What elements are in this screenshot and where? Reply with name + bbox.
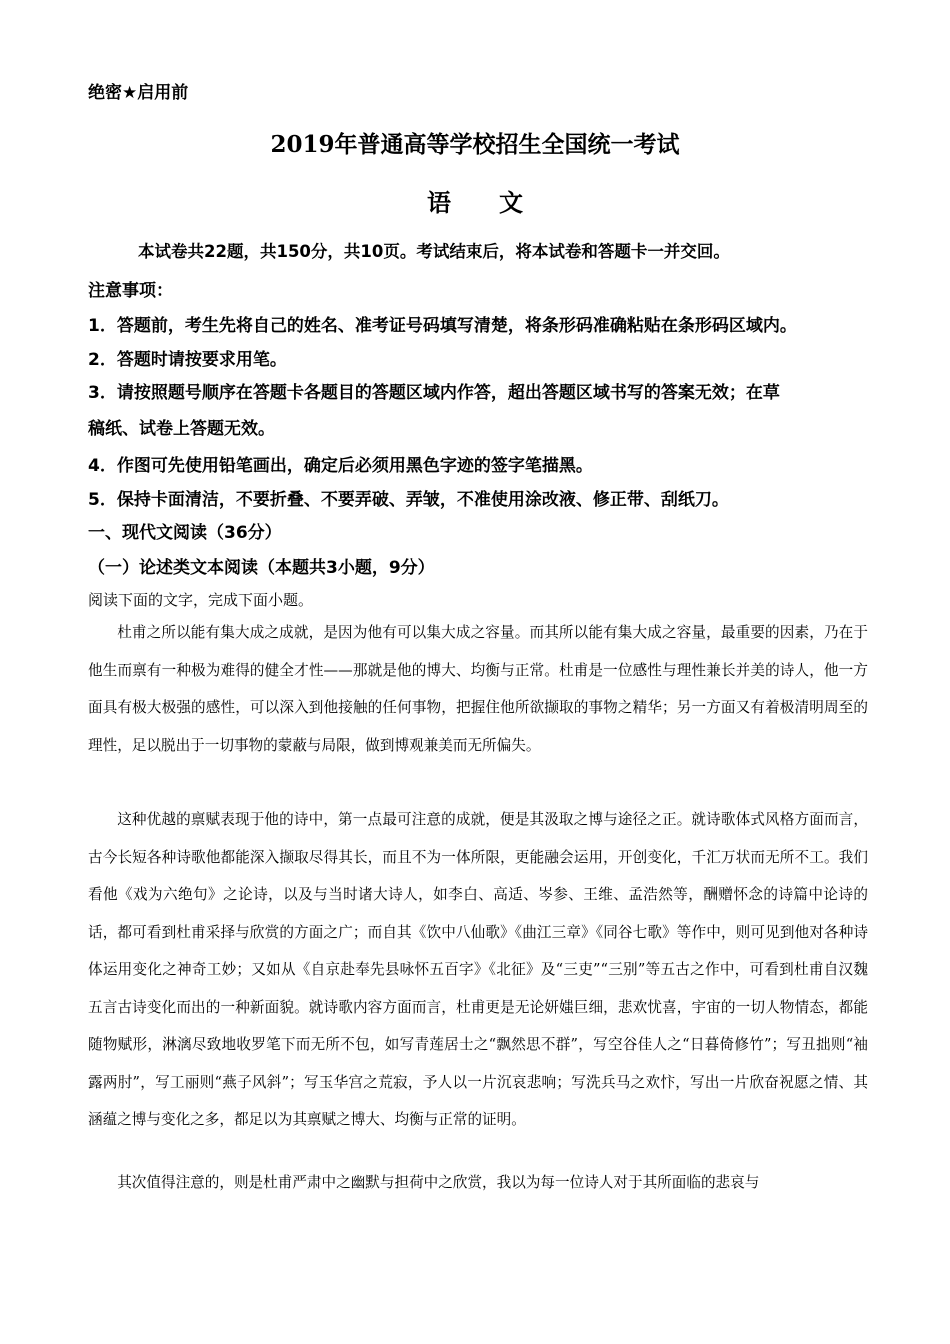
exam-intro: 本试卷共22题，共150分，共10页。考试结束后，将本试卷和答题卡一并交回。 xyxy=(138,242,730,261)
exam-title: 2019年普通高等学校招生全国统一考试 xyxy=(270,131,680,158)
reading-instruction: 阅读下面的文字，完成下面小题。 xyxy=(88,591,314,609)
notes-heading: 注意事项： xyxy=(88,281,173,301)
subject-title: 语 文 xyxy=(427,188,523,217)
section-heading: 一、现代文阅读（36分） xyxy=(88,523,282,543)
note-item: 3．请按照题号顺序在答题卡各题目的答题区域内作答，超出答题区域书写的答案无效；在草 xyxy=(88,383,780,403)
note-item: 1．答题前，考生先将自己的姓名、准考证号码填写清楚，将条形码准确粘贴在条形码区域内。 xyxy=(88,316,797,336)
note-item: 稿纸、试卷上答题无效。 xyxy=(88,419,275,439)
note-item: 4．作图可先使用铅笔画出，确定后必须用黑色字迹的签字笔描黑。 xyxy=(88,456,593,476)
section-subheading: （一）论述类文本阅读（本题共3小题，9分） xyxy=(88,558,435,578)
secret-mark: 绝密★启用前 xyxy=(88,83,189,103)
passage-paragraph: 这种优越的禀赋表现于他的诗中，第一点最可注意的成就，便是其汲取之博与途径之正。就诗歌体式风格方面而言，古今长短各种诗歌他都能深入撷取尽得其长，而且不为一体所限，更能融会运用，开创变化，千汇万状而无所不工。我们看他《戏为六绝句》之论诗，以及与当时诸大诗人，如李白、高适、岑参、王维、孟浩然等，酬赠怀念的诗篇中论诗的话，都可看到杜甫采择与欣赏的方面之广；而自其《饮中八仙歌》《曲江三章》《同谷七歌》等作中，则可见到他对各种诗体运用变化之神奇工妙；又如从《自京赴奉先县咏怀五百字》《北征》及“三吏”“三别”等五古之作中，可看到杜甫自汉魏五言古诗变化而出的一种新面貌。就诗歌内容方面而言，杜甫更是无论妍媸巨细，悲欢忧喜，宇宙的一切人物情态，都能随物赋形，淋漓尽致地收罗笔下而无所不包，如写青莲居士之“飘然思不群”，写空谷佳人之“日暮倚修竹”；写丑拙则“袖露两肘”，写工丽则“燕子风斜”；写玉华宫之荒寂，予人以一片沉哀悲响；写洗兵马之欢忭，写出一片欣奋祝愿之情、其涵蕴之博与变化之多，都足以为其禀赋之博大、均衡与正常的证明。 xyxy=(88,811,868,1128)
passage-paragraph: 其次值得注意的，则是杜甫严肃中之幽默与担荷中之欣赏，我以为每一位诗人对于其所面临的悲哀与 xyxy=(117,1174,760,1191)
note-item: 2．答题时请按要求用笔。 xyxy=(88,350,287,370)
note-item: 5．保持卡面清洁，不要折叠、不要弄破、弄皱，不准使用涂改液、修正带、刮纸刀。 xyxy=(88,490,729,510)
passage-paragraph: 杜甫之所以能有集大成之成就，是因为他有可以集大成之容量。而其所以能有集大成之容量，最重要的因素，乃在于他生而禀有一种极为难得的健全才性——那就是他的博大、均衡与正常。杜甫是一位感性与理性兼长并美的诗人，他一方面具有极大极强的感性，可以深入到他接触的任何事物，把握住他所欲撷取的事物之精华；另一方面又有着极清明周至的理性，足以脱出于一切事物的蒙蔽与局限，做到博观兼美而无所偏失。 xyxy=(88,624,868,754)
